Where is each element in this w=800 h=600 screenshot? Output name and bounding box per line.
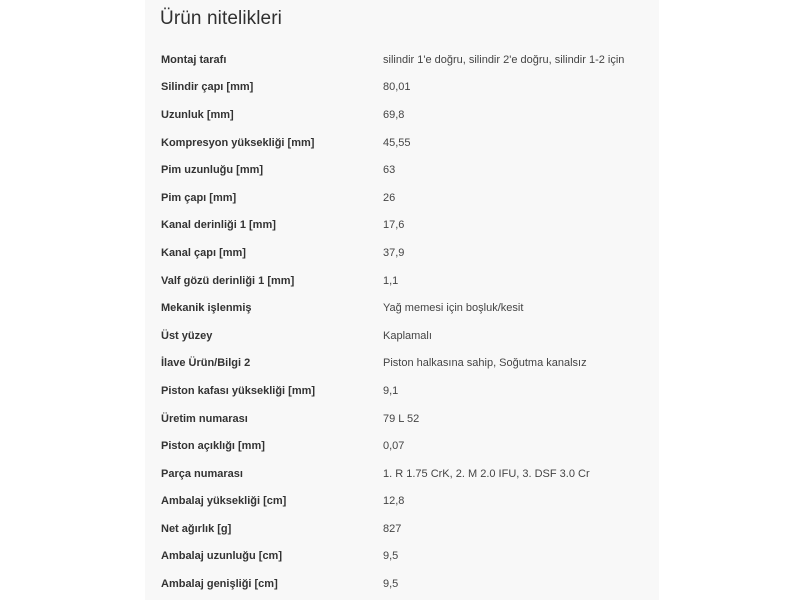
- spec-label: Üst yüzey: [161, 329, 213, 342]
- spec-row: [161, 101, 641, 129]
- spec-label: Pim çapı [mm]: [161, 191, 237, 204]
- spec-row: [161, 156, 641, 184]
- spec-row: [161, 543, 641, 571]
- spec-value: 45,55: [383, 136, 411, 149]
- spec-label: Kanal derinliği 1 [mm]: [161, 219, 276, 232]
- spec-value: 17,6: [383, 219, 405, 232]
- spec-row: [161, 570, 641, 598]
- spec-label: Piston açıklığı [mm]: [161, 440, 265, 453]
- spec-label: Piston kafası yüksekliği [mm]: [161, 384, 316, 397]
- spec-row: [161, 460, 641, 488]
- spec-value: 1,1: [383, 274, 399, 287]
- spec-value: 0,07: [383, 440, 405, 453]
- spec-label: Üretim numarası: [161, 412, 248, 425]
- spec-row: [161, 267, 641, 295]
- spec-value: 827: [383, 522, 402, 535]
- spec-row: [161, 212, 641, 240]
- spec-row: [161, 377, 641, 405]
- spec-value: 9,1: [383, 384, 399, 397]
- spec-value: 1. R 1.75 CrK, 2. M 2.0 IFU, 3. DSF 3.0 Cr: [383, 467, 590, 480]
- spec-label: Silindir çapı [mm]: [161, 81, 254, 94]
- spec-table: [161, 46, 641, 598]
- spec-row: [161, 432, 641, 460]
- spec-value: 69,8: [383, 108, 405, 121]
- spec-value: 26: [383, 191, 396, 204]
- spec-label: Kompresyon yüksekliği [mm]: [161, 136, 315, 149]
- spec-label: Net ağırlık [g]: [161, 522, 232, 535]
- section-title: Ürün nitelikleri: [160, 8, 282, 29]
- spec-label: Mekanik işlenmiş: [161, 302, 252, 315]
- spec-value: Yağ memesi için boşluk/kesit: [383, 302, 524, 315]
- spec-row: [161, 515, 641, 543]
- spec-label: Valf gözü derinliği 1 [mm]: [161, 274, 295, 287]
- spec-value: 9,5: [383, 578, 399, 591]
- spec-row: [161, 405, 641, 433]
- spec-label: Pim uzunluğu [mm]: [161, 164, 264, 177]
- spec-value: 63: [383, 164, 396, 177]
- spec-row: [161, 239, 641, 267]
- spec-value: 37,9: [383, 246, 405, 259]
- spec-value: 79 L 52: [383, 412, 420, 425]
- spec-label: Parça numarası: [161, 467, 243, 480]
- spec-value: 12,8: [383, 495, 405, 508]
- spec-row: [161, 129, 641, 157]
- spec-label: Kanal çapı [mm]: [161, 246, 246, 259]
- spec-label: Uzunluk [mm]: [161, 108, 234, 121]
- spec-row: [161, 294, 641, 322]
- spec-label: Ambalaj genişliği [cm]: [161, 578, 278, 591]
- spec-row: [161, 488, 641, 516]
- spec-value: 80,01: [383, 81, 411, 94]
- spec-row: [161, 322, 641, 350]
- spec-value: Kaplamalı: [383, 329, 432, 342]
- spec-value: 9,5: [383, 550, 399, 563]
- spec-row: [161, 350, 641, 378]
- spec-row: [161, 46, 641, 74]
- spec-value: Piston halkasına sahip, Soğutma kanalsız: [383, 357, 587, 370]
- spec-row: [161, 184, 641, 212]
- spec-label: İlave Ürün/Bilgi 2: [161, 357, 251, 370]
- spec-label: Ambalaj uzunluğu [cm]: [161, 550, 282, 563]
- spec-label: Ambalaj yüksekliği [cm]: [161, 495, 287, 508]
- spec-row: [161, 74, 641, 102]
- spec-label: Montaj tarafı: [161, 53, 227, 66]
- spec-value: silindir 1'e doğru, silindir 2'e doğru, silindir 1-2 için: [383, 53, 625, 66]
